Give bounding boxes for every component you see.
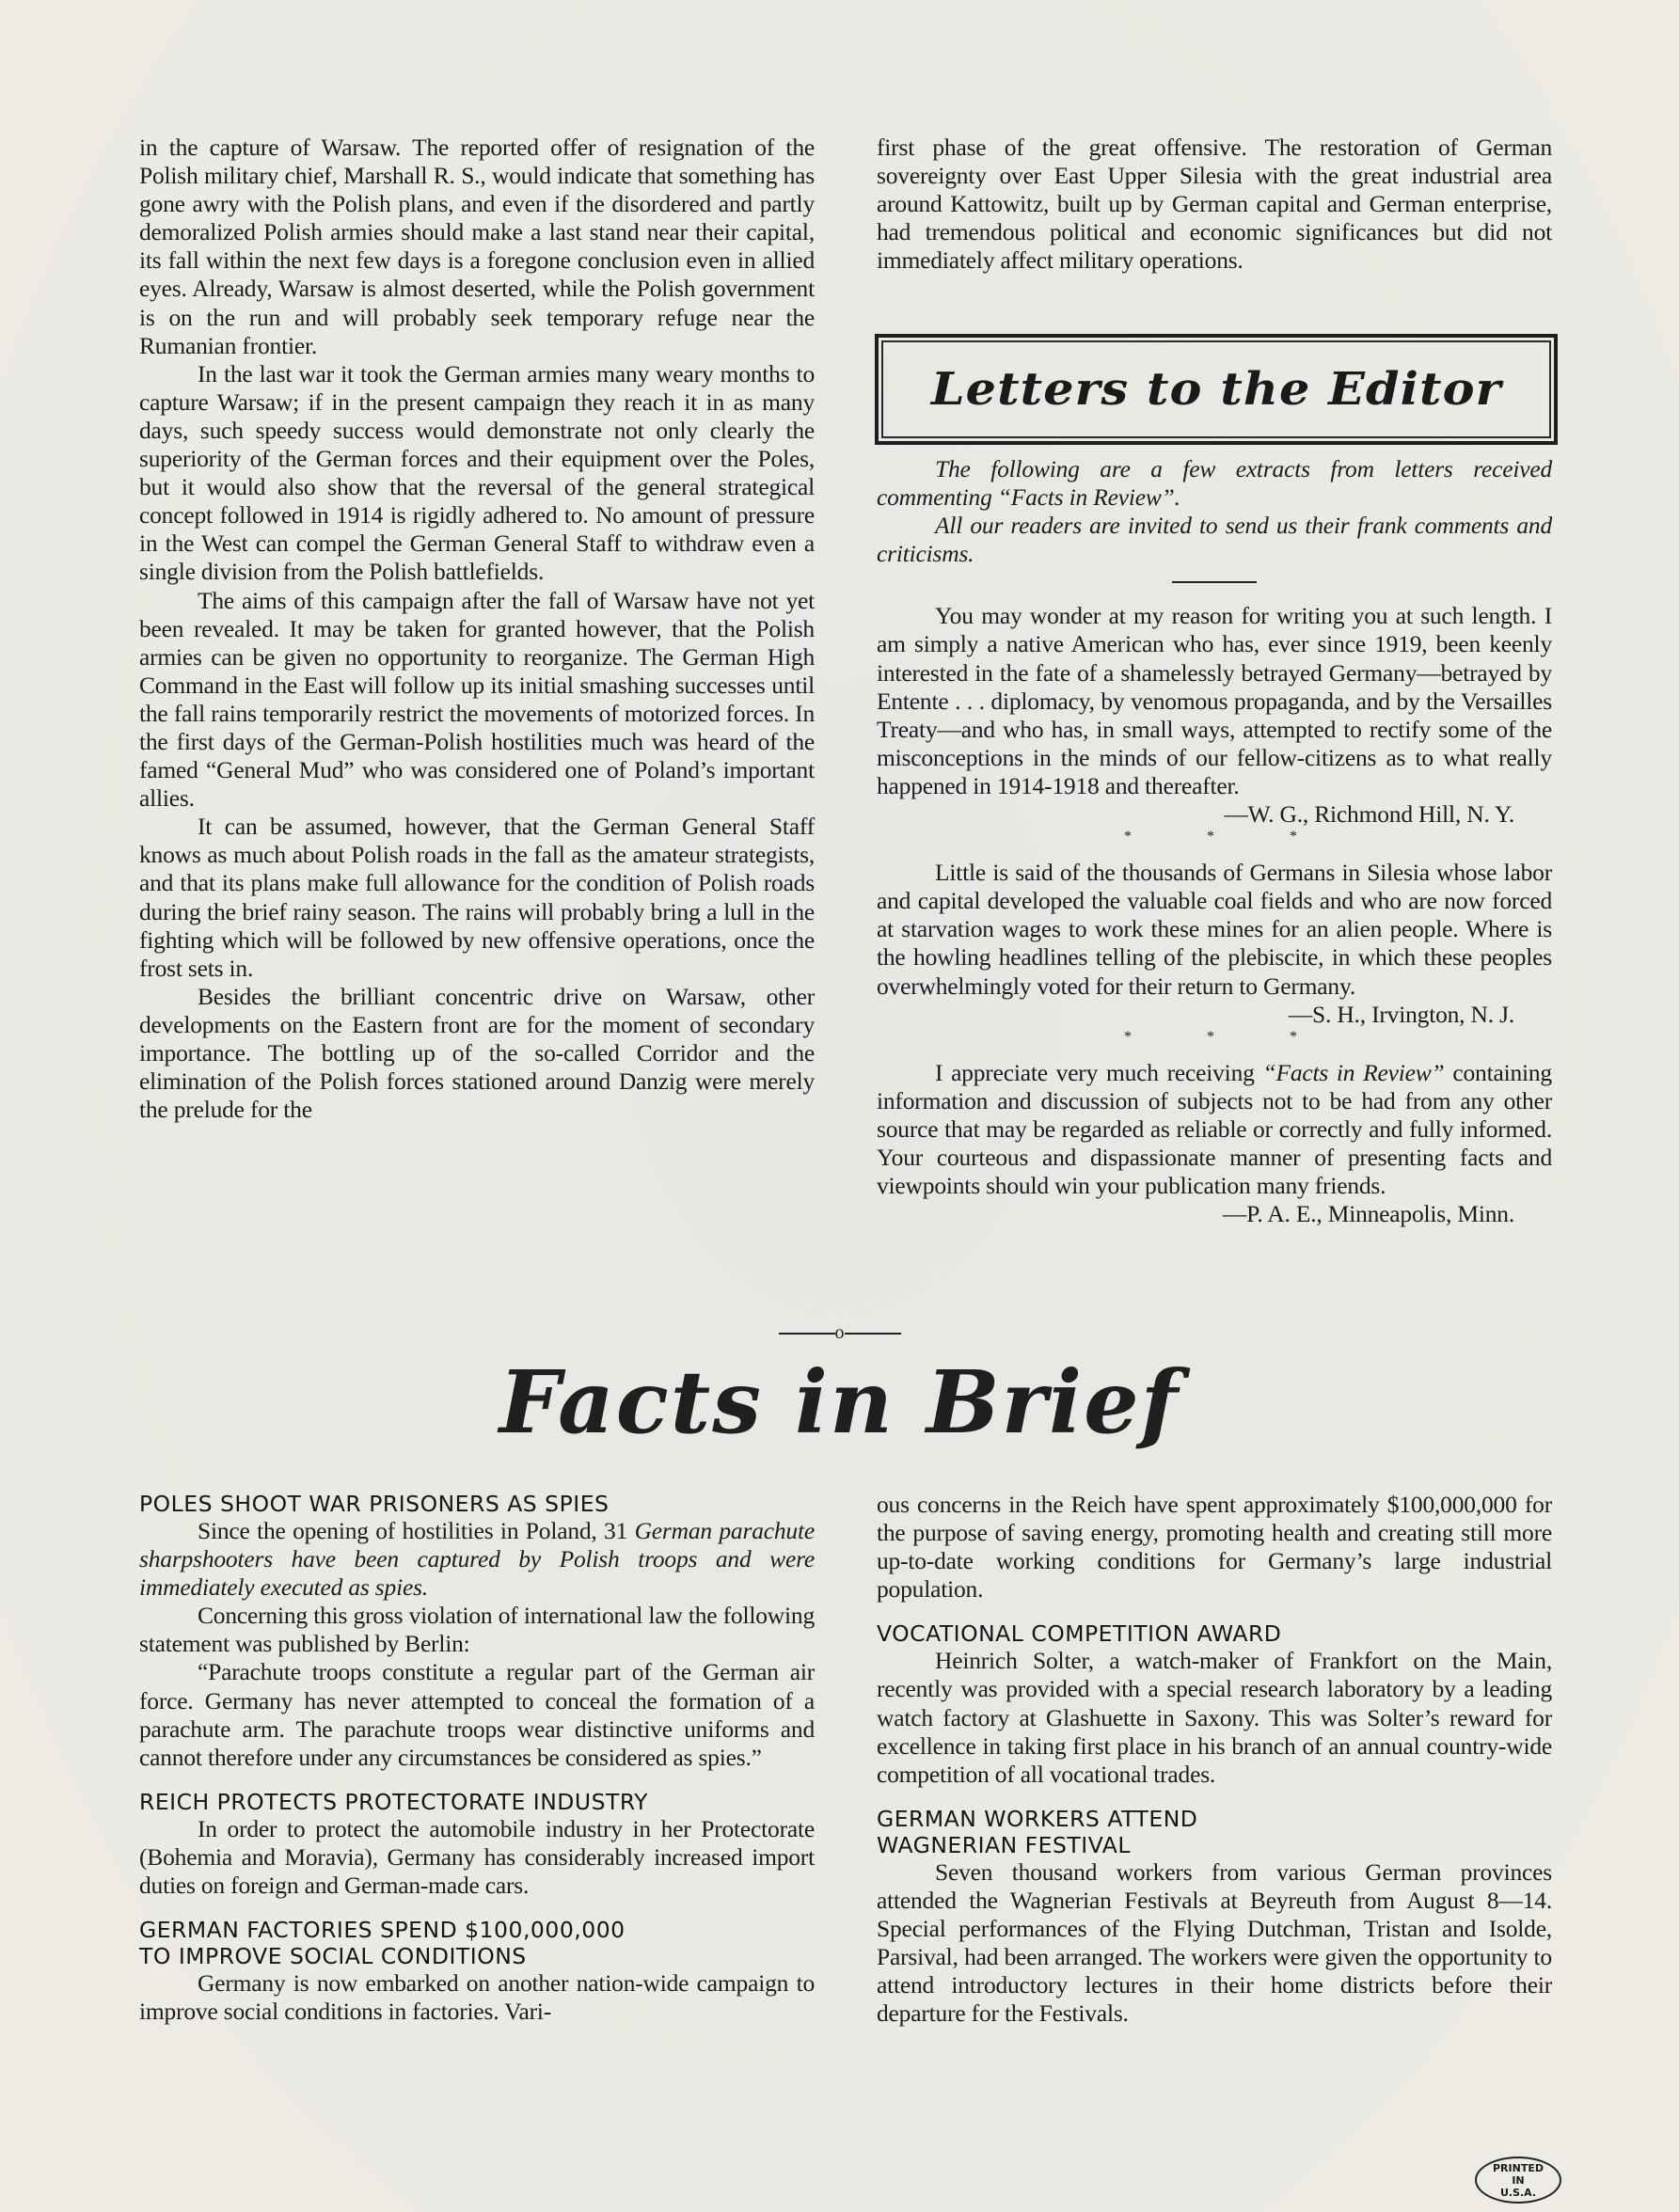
stamp-line: U.S.A.: [1499, 2187, 1537, 2199]
brief-heading-line: GERMAN WORKERS ATTEND: [877, 1805, 1198, 1832]
article-paragraph: in the capture of Warsaw. The reported offer of resignation of the Polish military chief, Marshall R. S., would indicate that something has gone awry with the Polish plans, and even if the disordered and partly demoralized Polish armies should make a last stand near their capital, its fall within the next few days is a foregone conclusion even in allied eyes. Already, Warsaw is almost deserted, while the Polish government is on the run and will probably seek temporary refuge near the Rumanian frontier.: [139, 134, 815, 359]
brief-heading-line: TO IMPROVE SOCIAL CONDITIONS: [139, 1943, 527, 1970]
article-paragraph: Besides the brilliant concentric drive on Warsaw, other developments on the Eastern front are for the moment of secondary importance. The bottling up of the so-called Corridor and the elimination of the Polish forces stationed around Danzig were merely the prelude for the: [139, 982, 815, 1124]
brief-quote: “Parachute troops constitute a regular part of the German air force. Germany has never attempted to conceal the formation of a parachute arm. The parachute troops wear distinctive uniforms and cannot therefore under any circumstances be considered as spies.”: [139, 1658, 815, 1771]
brief-heading: POLES SHOOT WAR PRISONERS AS SPIES: [139, 1491, 610, 1517]
brief-left-column: [139, 1491, 815, 2026]
asterism-divider: * * *: [1124, 1028, 1333, 1045]
letter-text-part: containing information and discussion of subjects not to be had from any other source that may be regarded as reliable or correctly and fully informed. Your courteous and dispassionate manner of presenting facts and viewpoints should win your publication many friends.: [877, 1058, 1552, 1200]
brief-heading-line: WAGNERIAN FESTIVAL: [877, 1831, 1131, 1858]
letters-banner-inner-frame: [881, 340, 1551, 438]
brief-heading: [877, 1806, 1552, 1858]
brief-text: Since the opening of hostilities in Poland, 31: [198, 1517, 635, 1544]
brief-paragraph-continuation: ous concerns in the Reich have spent approximately $100,000,000 for the purpose of saving energy, promoting health and creating still more up-to-date working conditions for Germany’s large industrial population.: [877, 1491, 1552, 1604]
letters-section-title: Letters to the Editor: [930, 363, 1502, 416]
asterism-divider: * * *: [1124, 829, 1333, 845]
letters-column: [877, 455, 1552, 1228]
letter-text: You may wonder at my reason for writing you at such length. I am simply a native American who has, ever since 1919, been keenly interested in the fate of a shamelessly betrayed Germany—betrayed by Entente . . . diplomacy, by venomous propaganda, and by the Versailles Treaty—and who has, in small ways, attempted to rectify some of the misconceptions in the minds of our fellow-citizens as to what really happened in 1914-1918 and thereafter.: [877, 602, 1552, 799]
letters-intro: The following are a few extracts from letters received commenting “Facts in Review”.: [877, 455, 1552, 512]
article-left-column: [139, 134, 815, 1124]
facts-in-brief-title: Facts in Brief: [499, 1351, 1180, 1453]
section-separator: [0, 1322, 1679, 1344]
letter-signature: —S. H., Irvington, N. J.: [1288, 1000, 1514, 1028]
brief-paragraph: In order to protect the automobile industry in her Protectorate (Bohemia and Moravia), Germany has considerably increased import duties on foreign and German-made cars.: [139, 1814, 815, 1900]
separator-line: [779, 1333, 835, 1335]
brief-paragraph: [139, 1517, 815, 1602]
brief-heading: VOCATIONAL COMPETITION AWARD: [877, 1620, 1282, 1648]
brief-paragraph: Seven thousand workers from various German provinces attended the Wagnerian Festivals at Beyreuth from August 8—14. Special performances of the Flying Dutchman, Tristan and Isolde, Parsival, had been arranged. The workers were given the opportunity to attend introductory lectures in their home districts before their departure for the Festivals.: [877, 1857, 1552, 2028]
brief-paragraph: Concerning this gross violation of international law the following statement was published by Berlin:: [139, 1602, 815, 1658]
brief-heading: [139, 1917, 815, 1969]
printed-in-usa-stamp: [1475, 2157, 1561, 2204]
article-paragraph: In the last war it took the German armies many weary months to capture Warsaw; if in the present campaign they reach it in as many days, such speedy success would demonstrate not only clearly the superiority of the German forces and their equipment over the Poles, but it would also show that the reversal of the general strategical concept followed in 1914 is rigidly adhered to. No amount of pressure in the West can compel the German General Staff to withdraw even a single division from the Polish battlefields.: [139, 359, 815, 586]
brief-text-emphasis: German parachute sharpshooters have been captured by Polish troops and were immediately executed as spies.: [139, 1517, 815, 1602]
article-paragraph: The aims of this campaign after the fall of Warsaw have not yet been revealed. It may be taken for granted however, that the Polish armies can be given no opportunity to reorganize. The German High Command in the East will follow up its initial smashing successes until the fall rains temporarily restrict the movements of motorized forces. In the first days of the German-Polish hostilities much was heard of the famed “General Mud” who was considered one of Poland’s important allies.: [139, 586, 815, 813]
letter-text: [877, 1059, 1552, 1200]
brief-paragraph: Germany is now embarked on another nation-wide campaign to improve social conditions in factories. Vari-: [139, 1969, 815, 2026]
article-paragraph: It can be assumed, however, that the German General Staff knows as much about Polish roads in the fall as the amateur strategists, and that its plans make full allowance for the condition of Polish roads during the brief rainy season. The rains will probably bring a lull in the fighting which will be followed by new offensive operations, once the frost sets in.: [139, 813, 815, 982]
letters-to-editor-banner: [875, 334, 1558, 445]
publication-name: “Facts in Review”: [1262, 1058, 1445, 1086]
article-paragraph: first phase of the great offensive. The restoration of German sovereignty over East Upper Silesia with the great industrial area around Kattowitz, built up by German capital and German enterprise, had tremendous political and economic significances but did not immediately affect military operations.: [877, 134, 1552, 275]
separator-ornament: o: [834, 1322, 845, 1343]
separator-line: [845, 1333, 901, 1335]
brief-right-column: [877, 1491, 1552, 2028]
short-divider-rule: [1172, 581, 1257, 583]
brief-heading-line: GERMAN FACTORIES SPEND $100,000,000: [139, 1917, 626, 1944]
letter-signature: —P. A. E., Minneapolis, Minn.: [1222, 1200, 1514, 1228]
letter-signature: —W. G., Richmond Hill, N. Y.: [1224, 800, 1514, 829]
letter-text: Little is said of the thousands of Germans in Silesia whose labor and capital developed the valuable coal fields and who are now forced at starvation wages to work these mines for an alien people. Where is the howling headlines telling of the plebiscite, in which these peoples overwhelmingly voted for their return to Germany.: [877, 859, 1552, 1000]
stamp-line: PRINTED: [1493, 2162, 1544, 2174]
stamp-line: IN: [1512, 2174, 1525, 2187]
brief-paragraph: Heinrich Solter, a watch-maker of Frankfort on the Main, recently was provided with a special research laboratory by a leading watch factory at Glashuette in Saxony. This was Solter’s reward for excellence in taking first place in his branch of an annual country-wide competition of all vocational trades.: [877, 1647, 1552, 1788]
article-right-continuation: [877, 134, 1552, 275]
brief-heading: REICH PROTECTS PROTECTORATE INDUSTRY: [139, 1788, 649, 1815]
letters-invitation: All our readers are invited to send us their frank comments and criticisms.: [877, 512, 1552, 568]
letter-text-part: I appreciate very much receiving: [935, 1058, 1263, 1086]
